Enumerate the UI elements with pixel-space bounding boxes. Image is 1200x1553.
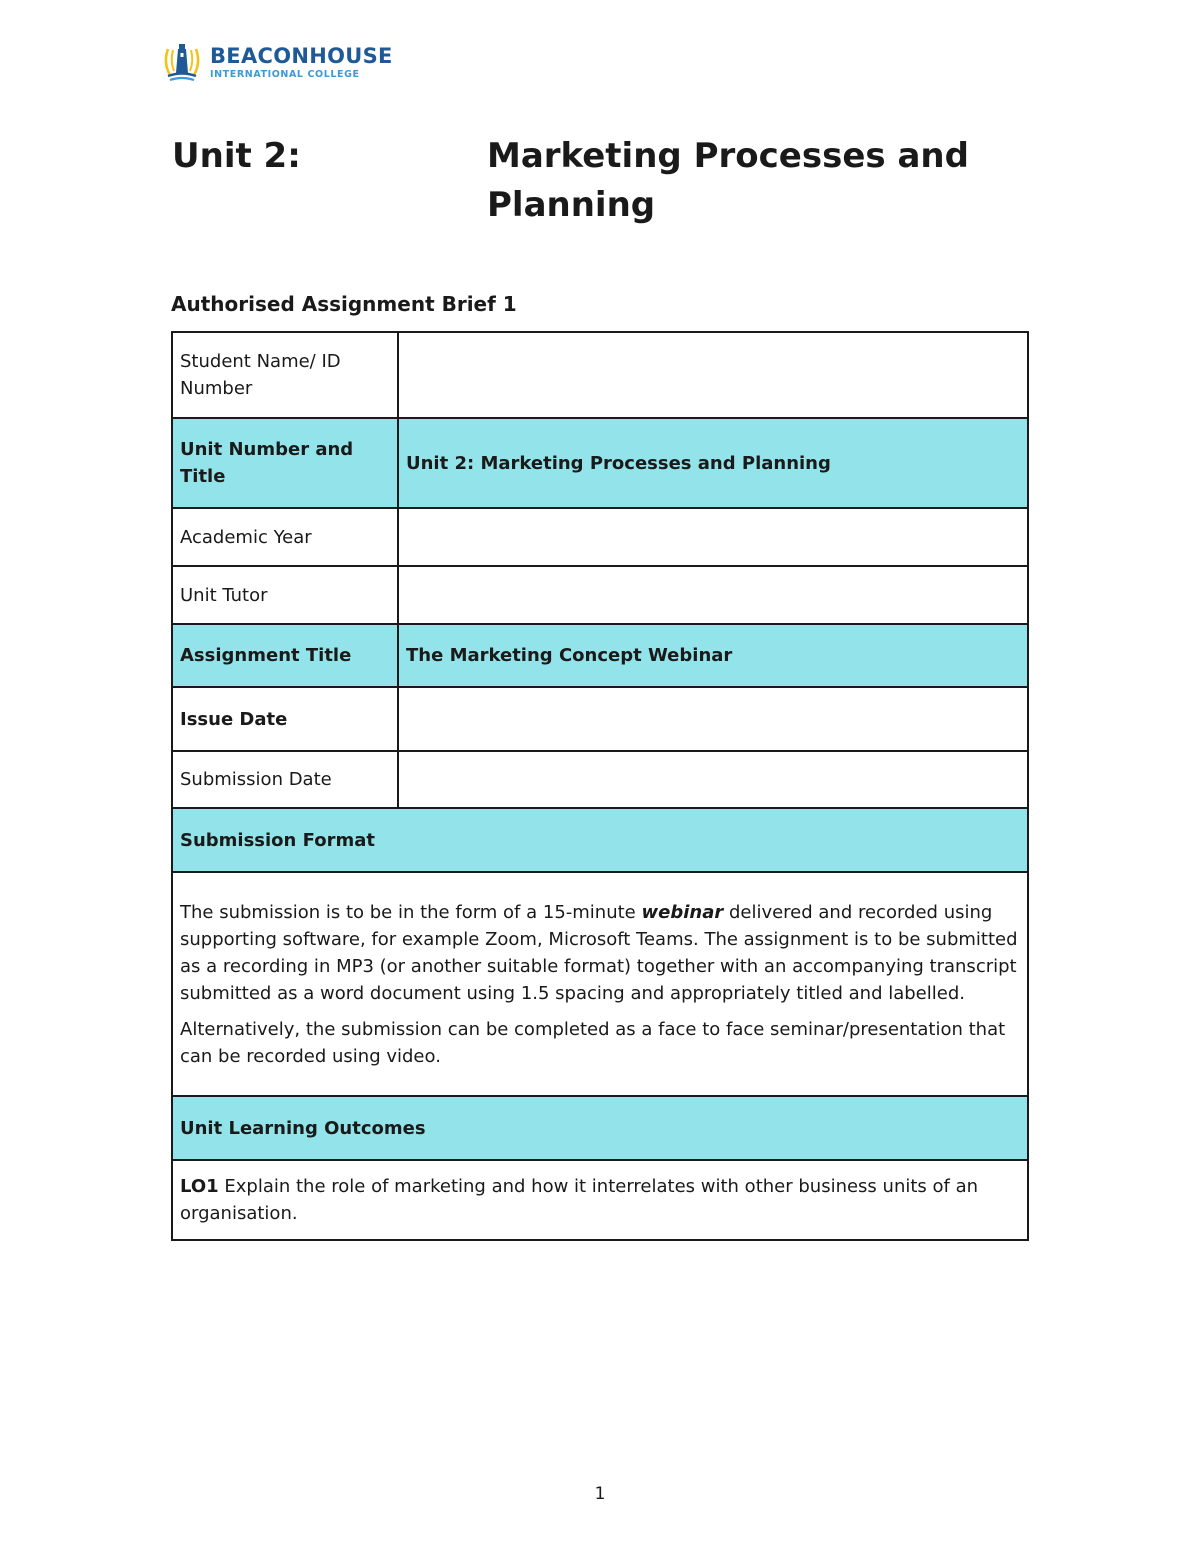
academic-year-value [398,508,1028,566]
table-row [172,687,1028,751]
page-number: 1 [594,1484,606,1504]
table-row [172,418,1028,508]
lo1-code: LO1 [180,1176,219,1197]
submission-date-label: Submission Date [172,751,398,808]
learning-outcome-lo1 [172,1160,1028,1240]
table-row [172,751,1028,808]
issue-date-value [398,687,1028,751]
table-row [172,624,1028,687]
alternative-format-paragraph: Alternatively, the submission can be completed as a face to face seminar/presentation that can be recorded using video. [180,1018,1006,1067]
table-row [172,508,1028,566]
academic-year-label: Academic Year [172,508,398,566]
student-name-value [398,332,1028,418]
unit-tutor-label: Unit Tutor [172,566,398,624]
issue-date-label: Issue Date [172,687,398,751]
logo-name: BEACONHOUSE [210,44,393,69]
logo-subtitle: INTERNATIONAL COLLEGE [210,69,360,81]
table-row [172,566,1028,624]
unit-number-value: Unit 2: Marketing Processes and Planning [398,418,1028,508]
table-row [172,808,1028,872]
table-row [172,332,1028,418]
submission-format-paragraph: The submission is to be in the form of a 15-minute webinar delivered and recorded using supporting software, for example Zoom, Microsoft Teams. The assignment is to be submitted as a recording in MP3 (or another suitable format) together with an accompanying transcript submitted as a word document using 1.5 spacing and appropriately titled and labelled. [180,901,1018,1004]
lo1-text: Explain the role of marketing and how it interrelates with other business units of an organisation. [180,1176,979,1224]
assignment-title-label: Assignment Title [172,624,398,687]
assignment-title-value: The Marketing Concept Webinar [398,624,1028,687]
unit-title-heading: Marketing Processes and Planning [487,136,969,225]
table-row [172,872,1028,1096]
student-name-label: Student Name/ ID Number [172,332,398,418]
table-row [172,1096,1028,1160]
unit-number-heading: Unit 2: [172,136,301,176]
unit-tutor-value [398,566,1028,624]
submission-format-body [172,872,1028,1096]
table-row [172,1160,1028,1240]
webinar-emphasis: webinar [641,901,724,923]
submission-format-heading: Submission Format [172,808,1028,872]
lighthouse-logo-icon [162,41,202,85]
assignment-brief-table [171,331,1029,1241]
unit-number-label: Unit Number and Title [172,418,398,508]
learning-outcomes-heading: Unit Learning Outcomes [172,1096,1028,1160]
submission-date-value [398,751,1028,808]
college-logo [162,40,393,86]
brief-heading: Authorised Assignment Brief 1 [171,292,517,316]
